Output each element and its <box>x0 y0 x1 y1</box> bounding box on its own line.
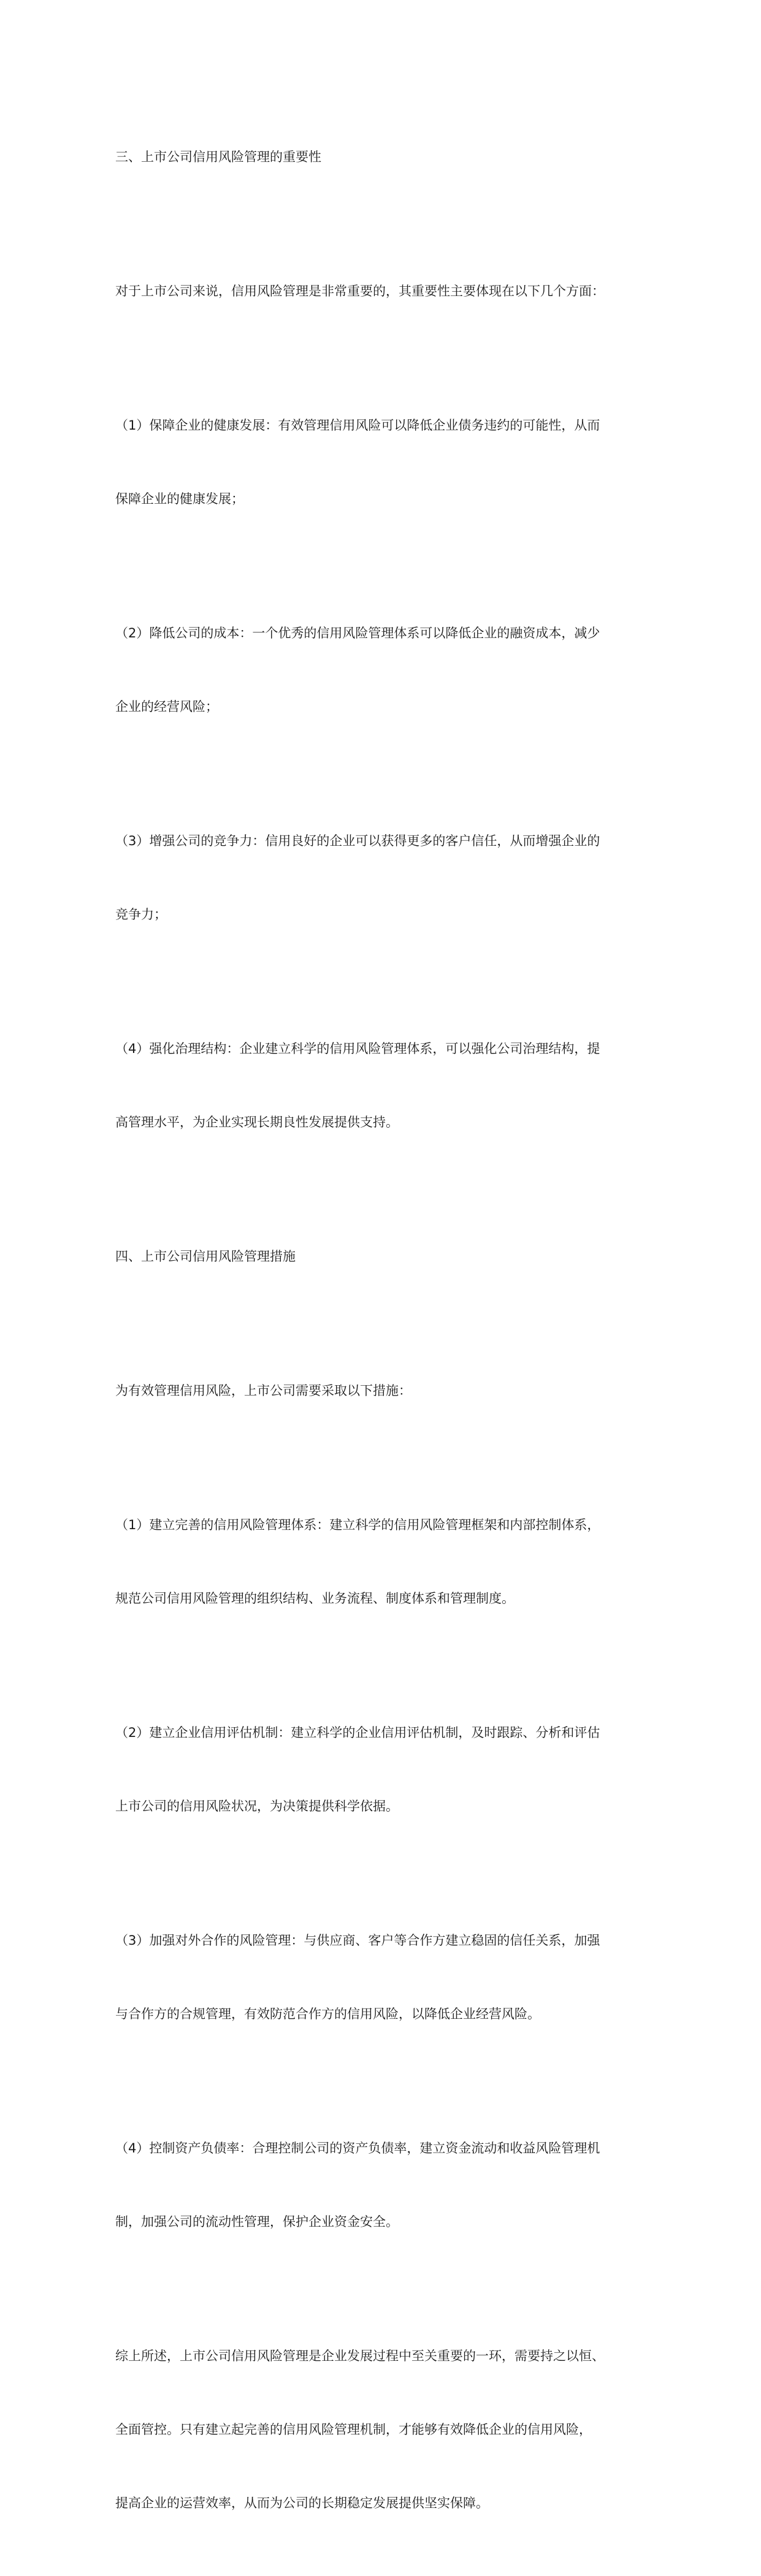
paragraph-line: 高管理水平，为企业实现长期良性发展提供支持。 <box>115 1115 399 1130</box>
heading-line: 四、上市公司信用风险管理措施 <box>115 1249 296 1264</box>
paragraph-line: 综上所述，上市公司信用风险管理是企业发展过程中至关重要的一环，需要持之以恒、 <box>115 2349 605 2363</box>
measure-item-3 <box>115 1879 655 2075</box>
intro-paragraph-importance <box>115 230 655 352</box>
importance-item-2 <box>115 572 655 768</box>
paragraph-line: 与合作方的合规管理，有效防范合作方的信用风险，以降低企业经营风险。 <box>115 2007 540 2021</box>
paragraph-line: 制，加强公司的流动性管理，保护企业资金安全。 <box>115 2214 399 2229</box>
paragraph-line: 规范公司信用风险管理的组织结构、业务流程、制度体系和管理制度。 <box>115 1591 514 1606</box>
measure-item-1 <box>115 1464 655 1660</box>
importance-item-3 <box>115 780 655 976</box>
paragraph-line: 企业的经营风险； <box>115 699 218 714</box>
paragraph-line: （2）降低公司的成本：一个优秀的信用风险管理体系可以降低企业的融资成本，减少 <box>115 626 600 640</box>
intro-paragraph-measures <box>115 1329 655 1452</box>
paragraph-line: （1）建立完善的信用风险管理体系：建立科学的信用风险管理框架和内部控制体系， <box>115 1518 600 1532</box>
section-heading-measures <box>115 1195 655 1318</box>
paragraph-line: 提高企业的运营效率，从而为公司的长期稳定发展提供坚实保障。 <box>115 2496 489 2510</box>
paragraph-line: 保障企业的健康发展； <box>115 492 244 506</box>
document-body <box>115 96 655 2576</box>
paragraph-line: （3）增强公司的竞争力：信用良好的企业可以获得更多的客户信任，从而增强企业的 <box>115 834 600 848</box>
measure-item-4 <box>115 2087 655 2283</box>
paragraph-line: 为有效管理信用风险，上市公司需要采取以下措施： <box>115 1383 411 1398</box>
section-heading-importance <box>115 96 655 218</box>
paragraph-line: （4）控制资产负债率：合理控制公司的资产负债率，建立资金流动和收益风险管理机 <box>115 2141 600 2156</box>
paragraph-line: （2）建立企业信用评估机制：建立科学的企业信用评估机制，及时跟踪、分析和评估 <box>115 1725 600 1740</box>
paragraph-line: 竞争力； <box>115 907 167 922</box>
heading-line: 三、上市公司信用风险管理的重要性 <box>115 150 321 164</box>
paragraph-line: （4）强化治理结构：企业建立科学的信用风险管理体系，可以强化公司治理结构，提 <box>115 1041 600 1056</box>
paragraph-line: 对于上市公司来说，信用风险管理是非常重要的，其重要性主要体现在以下几个方面： <box>115 284 605 298</box>
conclusion-paragraph <box>115 2295 655 2564</box>
importance-item-1 <box>115 364 655 560</box>
paragraph-line: （3）加强对外合作的风险管理：与供应商、客户等合作方建立稳固的信任关系，加强 <box>115 1933 600 1948</box>
paragraph-line: 全面管控。只有建立起完善的信用风险管理机制，才能够有效降低企业的信用风险， <box>115 2422 592 2437</box>
importance-item-4 <box>115 987 655 1184</box>
paragraph-line: （1）保障企业的健康发展：有效管理信用风险可以降低企业债务违约的可能性，从而 <box>115 418 600 433</box>
measure-item-2 <box>115 1671 655 1867</box>
paragraph-line: 上市公司的信用风险状况，为决策提供科学依据。 <box>115 1799 399 1814</box>
